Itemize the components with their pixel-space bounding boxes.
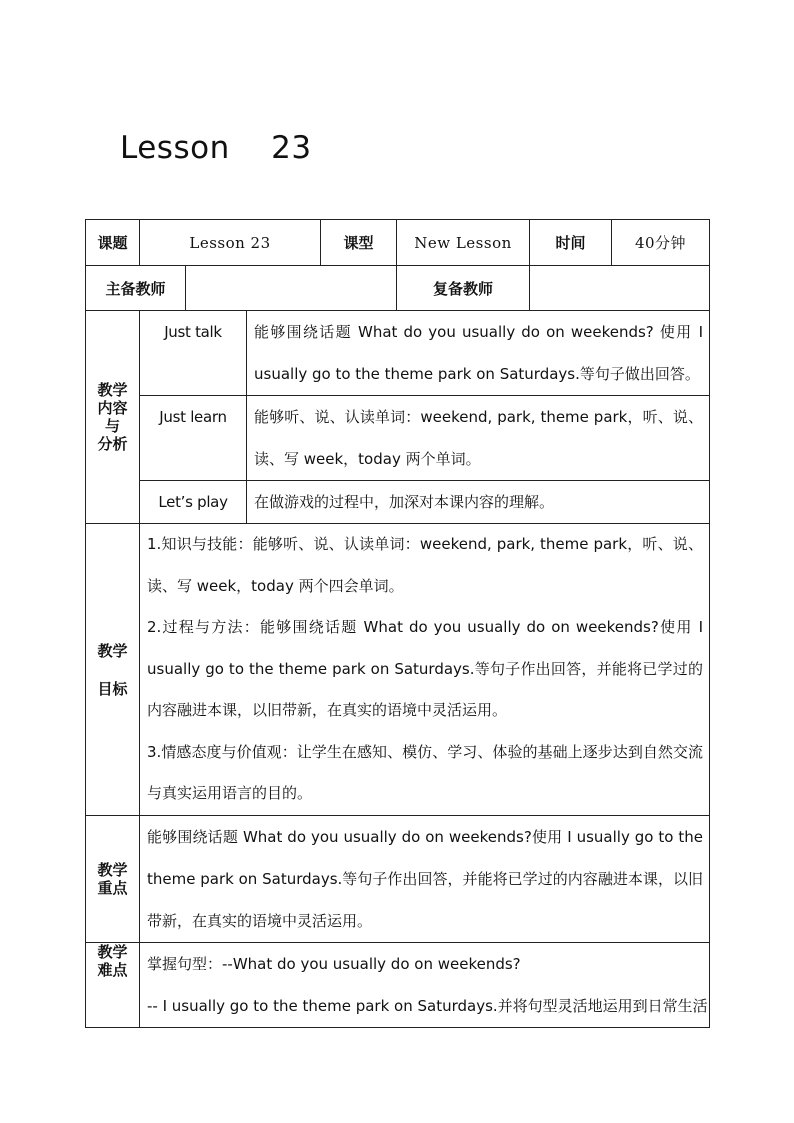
lets-play-label: Let’s play xyxy=(140,481,247,524)
difficulties-text xyxy=(140,943,710,1028)
objectives-label xyxy=(86,524,140,816)
main-teacher-label: 主备教师 xyxy=(86,266,186,311)
just-learn-label: Just learn xyxy=(140,396,247,481)
table-row-teachers xyxy=(86,266,710,311)
time-label: 时间 xyxy=(530,220,612,266)
just-learn-text: 能够听、说、认读单词：weekend, park, theme park，听、说、读、写 week，today 两个单词。 xyxy=(247,396,710,481)
topic-value: Lesson 23 xyxy=(140,220,321,266)
content-analysis-label xyxy=(86,311,140,524)
difficulty-line: -- I usually go to the theme park on Saturdays.并将句型灵活地运用到日常生活 xyxy=(147,997,708,1015)
lesson-plan-table xyxy=(85,219,710,1028)
difficulty-line: 掌握句型：--What do you usually do on weekends? xyxy=(147,955,521,973)
objective-item: 1.知识与技能：能够听、说、认读单词：weekend, park, theme park，听、说、读、写 week，today 两个四会单词。 xyxy=(147,535,704,595)
key-points-text: 能够围绕话题 What do you usually do on weekends?使用 I usually go to the theme park on Saturdays.等句子作出回答，并能将已学过的内容融进本课，以旧带新，在真实的语境中灵活运用。 xyxy=(140,816,710,943)
label-line: 教学 xyxy=(97,641,128,660)
just-talk-label: Just talk xyxy=(140,311,247,396)
label-line: 重点 xyxy=(97,879,128,897)
key-points-label xyxy=(86,816,140,943)
main-teacher-value xyxy=(186,266,397,311)
table-row-just-talk xyxy=(86,311,710,396)
table-row-difficulties xyxy=(86,943,710,1028)
type-value: New Lesson xyxy=(397,220,530,266)
label-line: 教学 xyxy=(97,381,128,399)
just-talk-text: 能够围绕话题 What do you usually do on weekends? 使用 I usually go to the theme park on Saturdays.等句子做出回答。 xyxy=(247,311,710,396)
review-teacher-label: 复备教师 xyxy=(397,266,530,311)
objective-item: 2.过程与方法：能够围绕话题 What do you usually do on weekends?使用 I usually go to the theme park on Saturdays.等句子作出回答，并能将已学过的内容融进本课，以旧带新，在真实的语境中灵活运用。 xyxy=(147,618,704,720)
table-row-key-points xyxy=(86,816,710,943)
lets-play-text: 在做游戏的过程中，加深对本课内容的理解。 xyxy=(247,481,710,524)
table-row-just-learn xyxy=(86,396,710,481)
table-row-objectives xyxy=(86,524,710,816)
label-line: 目标 xyxy=(97,679,128,698)
difficulties-label xyxy=(86,943,140,1028)
type-label: 课型 xyxy=(321,220,397,266)
label-line: 教学 xyxy=(97,943,128,961)
label-line: 与 xyxy=(104,417,120,435)
table-row-lets-play xyxy=(86,481,710,524)
time-value: 40分钟 xyxy=(612,220,710,266)
label-line: 分析 xyxy=(97,435,128,453)
label-line: 难点 xyxy=(97,961,128,979)
objective-item: 3.情感态度与价值观：让学生在感知、模仿、学习、体验的基础上逐步达到自然交流与真实运用语言的目的。 xyxy=(147,742,704,803)
review-teacher-value xyxy=(530,266,710,311)
table-row-header xyxy=(86,220,710,266)
topic-label: 课题 xyxy=(86,220,140,266)
objectives-text xyxy=(140,524,710,816)
label-line: 教学 xyxy=(97,861,128,879)
label-line: 内容 xyxy=(97,399,128,417)
page-title: Lesson 23 xyxy=(120,130,312,166)
